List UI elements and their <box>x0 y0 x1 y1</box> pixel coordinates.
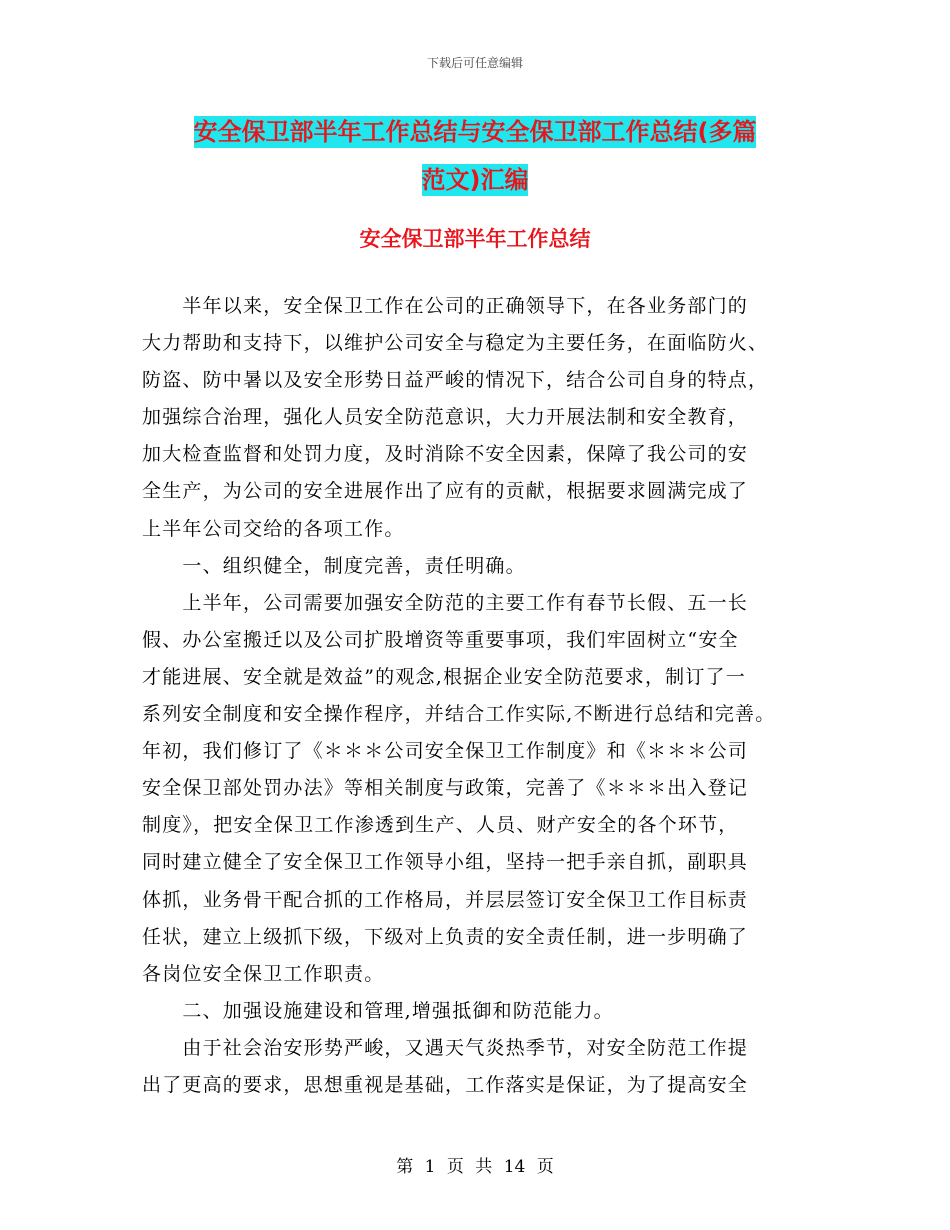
body-line: 加强综合治理，强化人员安全防范意识，大力开展法制和安全教育， <box>142 406 749 429</box>
body-line: 半年以来，安全保卫工作在公司的正确领导下，在各业务部门的 <box>142 295 749 317</box>
body-line: 大力帮助和支持下，以维护公司安全与稳定为主要任务，在面临防火、 <box>142 332 769 355</box>
document-title-line <box>0 108 950 156</box>
section-heading-2: 二、加强设施建设和管理,增强抵御和防范能力。 <box>142 999 614 1022</box>
document-title-highlight: 安全保卫部半年工作总结与安全保卫部工作总结(多篇 <box>193 118 757 146</box>
body-line: 各岗位安全保卫工作职责。 <box>142 962 385 985</box>
body-line: 体抓，业务骨干配合抓的工作格局，并层层签订安全保卫工作目标责 <box>142 888 749 911</box>
body-line: 制度》，把安全保卫工作渗透到生产、人员、财产安全的各个环节， <box>142 814 739 837</box>
page-footer: 第 1 页 共 14 页 <box>396 1157 554 1177</box>
header-note: 下载后可任意编辑 <box>426 56 523 70</box>
body-text <box>142 288 812 1104</box>
document-title-highlight: 范文)汇编 <box>421 166 529 194</box>
body-line: 安全保卫部处罚办法》等相关制度与政策，完善了《＊＊＊出入登记 <box>142 777 749 800</box>
body-line: 由于社会治安形势严峻，又遇天气炎热季节，对安全防范工作提 <box>142 1036 749 1059</box>
body-line: 系列安全制度和安全操作程序，并结合工作实际,不断进行总结和完善。 <box>142 703 776 726</box>
section-title: 安全保卫部半年工作总结 <box>359 227 591 251</box>
body-line: 防盗、防中暑以及安全形势日益严峻的情况下，结合公司自身的特点， <box>142 369 769 392</box>
body-line: 任状，建立上级抓下级，下级对上负责的安全责任制，进一步明确了 <box>142 925 749 948</box>
body-line: 年初，我们修订了《＊＊＊公司安全保卫工作制度》和《＊＊＊公司 <box>142 740 749 763</box>
body-line: 同时建立健全了安全保卫工作领导小组，坚持一把手亲自抓，副职具 <box>142 851 749 874</box>
body-line: 出了更高的要求，思想重视是基础，工作落实是保证，为了提高安全 <box>142 1073 749 1096</box>
body-line: 全生产，为公司的安全进展作出了应有的贡献，根据要求圆满完成了 <box>142 480 749 503</box>
document-title-line <box>0 156 950 204</box>
body-line: 假、办公室搬迁以及公司扩股增资等重要事项，我们牢固树立“安全 <box>142 628 739 651</box>
section-heading-1: 一、组织健全，制度完善，责任明确。 <box>142 554 526 577</box>
document-title <box>0 108 950 204</box>
body-line: 加大检查监督和处罚力度，及时消除不安全因素，保障了我公司的安 <box>142 443 749 466</box>
body-line: 上半年，公司需要加强安全防范的主要工作有春节长假、五一长 <box>142 591 749 614</box>
body-line: 才能进展、安全就是效益”的观念,根据企业安全防范要求，制订了一 <box>142 665 746 688</box>
body-line: 上半年公司交给的各项工作。 <box>142 517 405 540</box>
